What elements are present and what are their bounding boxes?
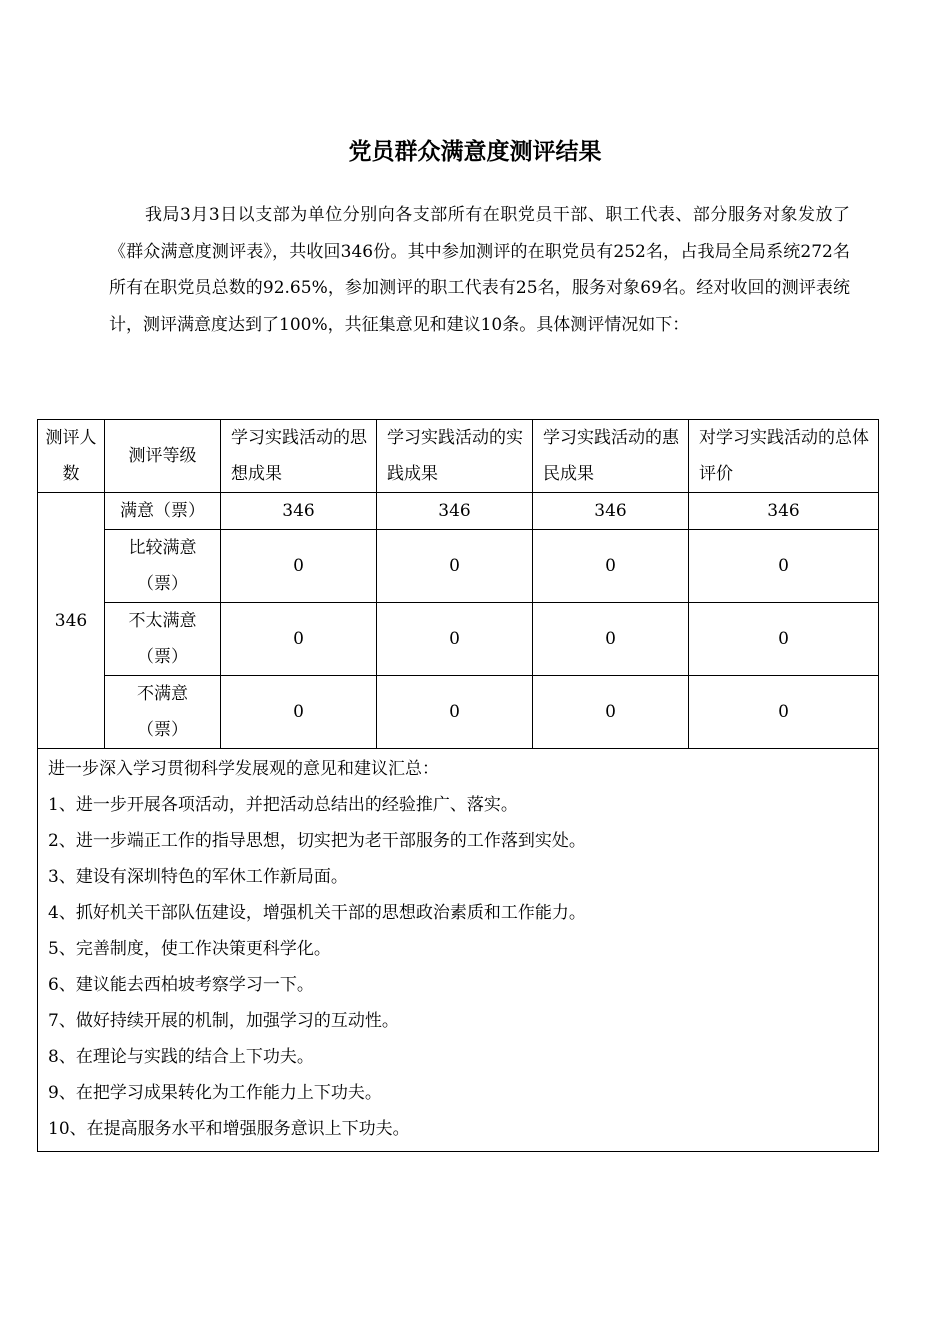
intro-paragraph: 我局3月3日以支部为单位分别向各支部所有在职党员干部、职工代表、部分服务对象发放了《群众满意度测评表》，共收回346份。其中参加测评的在职党员有252名，占我局全局系统272名所有在职党员总数的92.65%，参加测评的职工代表有25名，服务对象69名。经对收回的测评表统计，测评满意度达到了100%，共征集意见和建议10条。具体测评情况如下： [109,205,850,335]
table-row [38,603,879,676]
header-overall: 对学习实践活动的总体评价 [689,420,879,493]
row-value: 0 [221,603,377,676]
suggestions-heading: 进一步深入学习贯彻科学发展观的意见和建议汇总： [48,759,439,779]
list-item: 7、做好持续开展的机制，加强学习的互动性。 [48,1011,399,1031]
row-value: 346 [221,493,377,530]
row-value: 0 [533,676,689,749]
header-ideological: 学习实践活动的思想成果 [221,420,377,493]
row-value: 346 [377,493,533,530]
list-item: 1、进一步开展各项活动，并把活动总结出的经验推广、落实。 [48,795,518,815]
row-value: 0 [377,676,533,749]
table-row [38,530,879,603]
row-level: 不太满意（票） [105,603,221,676]
table-header-row [38,420,879,493]
row-value: 0 [533,530,689,603]
table-row [38,676,879,749]
list-item: 2、进一步端正工作的指导思想，切实把为老干部服务的工作落到实处。 [48,831,586,851]
list-item: 6、建议能去西柏坡考察学习一下。 [48,975,314,995]
header-count: 测评人数 [38,420,105,493]
header-level: 测评等级 [105,420,221,493]
survey-table [37,419,879,1152]
row-value: 346 [689,493,879,530]
list-item: 9、在把学习成果转化为工作能力上下功夫。 [48,1083,382,1103]
row-level: 不满意（票） [105,676,221,749]
row-value: 0 [377,603,533,676]
table-row [38,493,879,530]
list-item: 10、在提高服务水平和增强服务意识上下功夫。 [48,1119,410,1139]
header-practical: 学习实践活动的实践成果 [377,420,533,493]
list-item: 4、抓好机关干部队伍建设，增强机关干部的思想政治素质和工作能力。 [48,903,586,923]
row-value: 0 [689,530,879,603]
document-title: 党员群众满意度测评结果 [348,139,602,165]
row-value: 0 [221,676,377,749]
suggestions-cell [38,749,879,1152]
list-item: 8、在理论与实践的结合上下功夫。 [48,1047,314,1067]
row-value: 0 [689,603,879,676]
total-count: 346 [38,493,105,749]
row-level: 满意（票） [105,493,221,530]
row-value: 346 [533,493,689,530]
suggestions-row [38,749,879,1152]
header-public-benefit: 学习实践活动的惠民成果 [533,420,689,493]
row-value: 0 [377,530,533,603]
list-item: 3、建设有深圳特色的军休工作新局面。 [48,867,348,887]
row-level: 比较满意（票） [105,530,221,603]
row-value: 0 [689,676,879,749]
row-value: 0 [221,530,377,603]
list-item: 5、完善制度，使工作决策更科学化。 [48,939,331,959]
row-value: 0 [533,603,689,676]
